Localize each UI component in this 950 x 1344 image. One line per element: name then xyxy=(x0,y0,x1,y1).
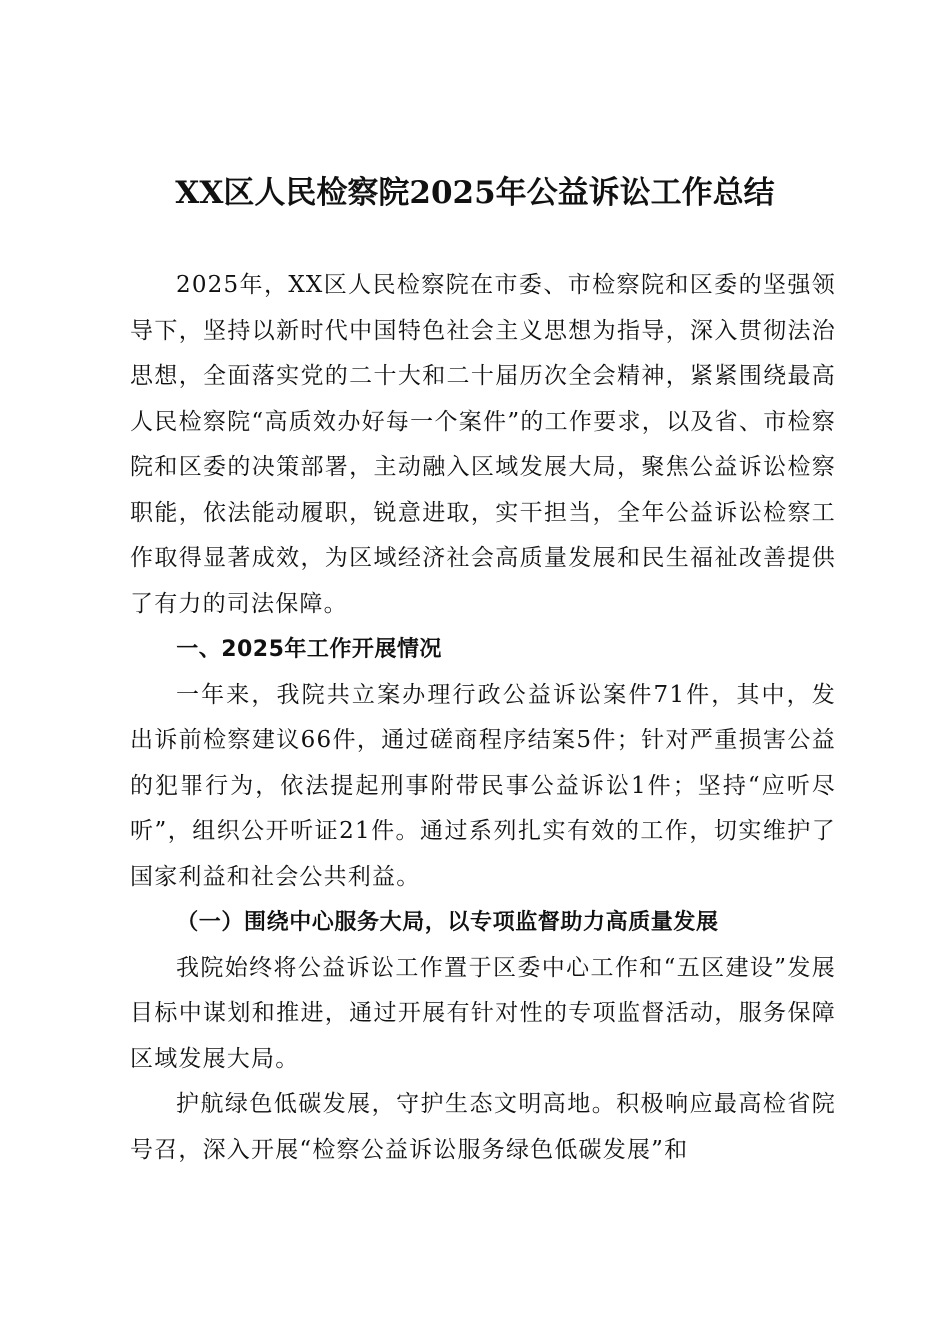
document-body xyxy=(130,263,836,1173)
section-paragraph: 一年来，我院共立案办理行政公益诉讼案件71件，其中，发出诉前检察建议66件，通过磋商程序结案5件；针对严重损害公益的犯罪行为，依法提起刑事附带民事公益诉讼1件；坚持“应听尽听”，组织公开听证21件。通过系列扎实有效的工作，切实维护了国家利益和社会公共利益。 xyxy=(130,681,836,890)
document-title: XX区人民检察院2025年公益诉讼工作总结 xyxy=(175,175,775,211)
subsection-heading: （一）围绕中心服务大局，以专项监督助力高质量发展 xyxy=(176,909,719,935)
intro-paragraph: 2025年，XX区人民检察院在市委、市检察院和区委的坚强领导下，坚持以新时代中国特色社会主义思想为指导，深入贯彻法治思想，全面落实党的二十大和二十届历次全会精神，紧紧围绕最高人民检察院“高质效办好每一个案件”的工作要求，以及省、市检察院和区委的决策部署，主动融入区域发展大局，聚焦公益诉讼检察职能，依法能动履职，锐意进取，实干担当，全年公益诉讼检察工作取得显著成效，为区域经济社会高质量发展和民生福祉改善提供了有力的司法保障。 xyxy=(130,272,836,617)
subsection-paragraph-2: 护航绿色低碳发展，守护生态文明高地。积极响应最高检省院号召，深入开展“检察公益诉讼服务绿色低碳发展”和 xyxy=(130,1091,836,1163)
subsection-paragraph: 我院始终将公益诉讼工作置于区委中心工作和“五区建设”发展目标中谋划和推进，通过开展有针对性的专项监督活动，服务保障区域发展大局。 xyxy=(130,954,836,1072)
section-heading: 一、2025年工作开展情况 xyxy=(176,637,442,662)
